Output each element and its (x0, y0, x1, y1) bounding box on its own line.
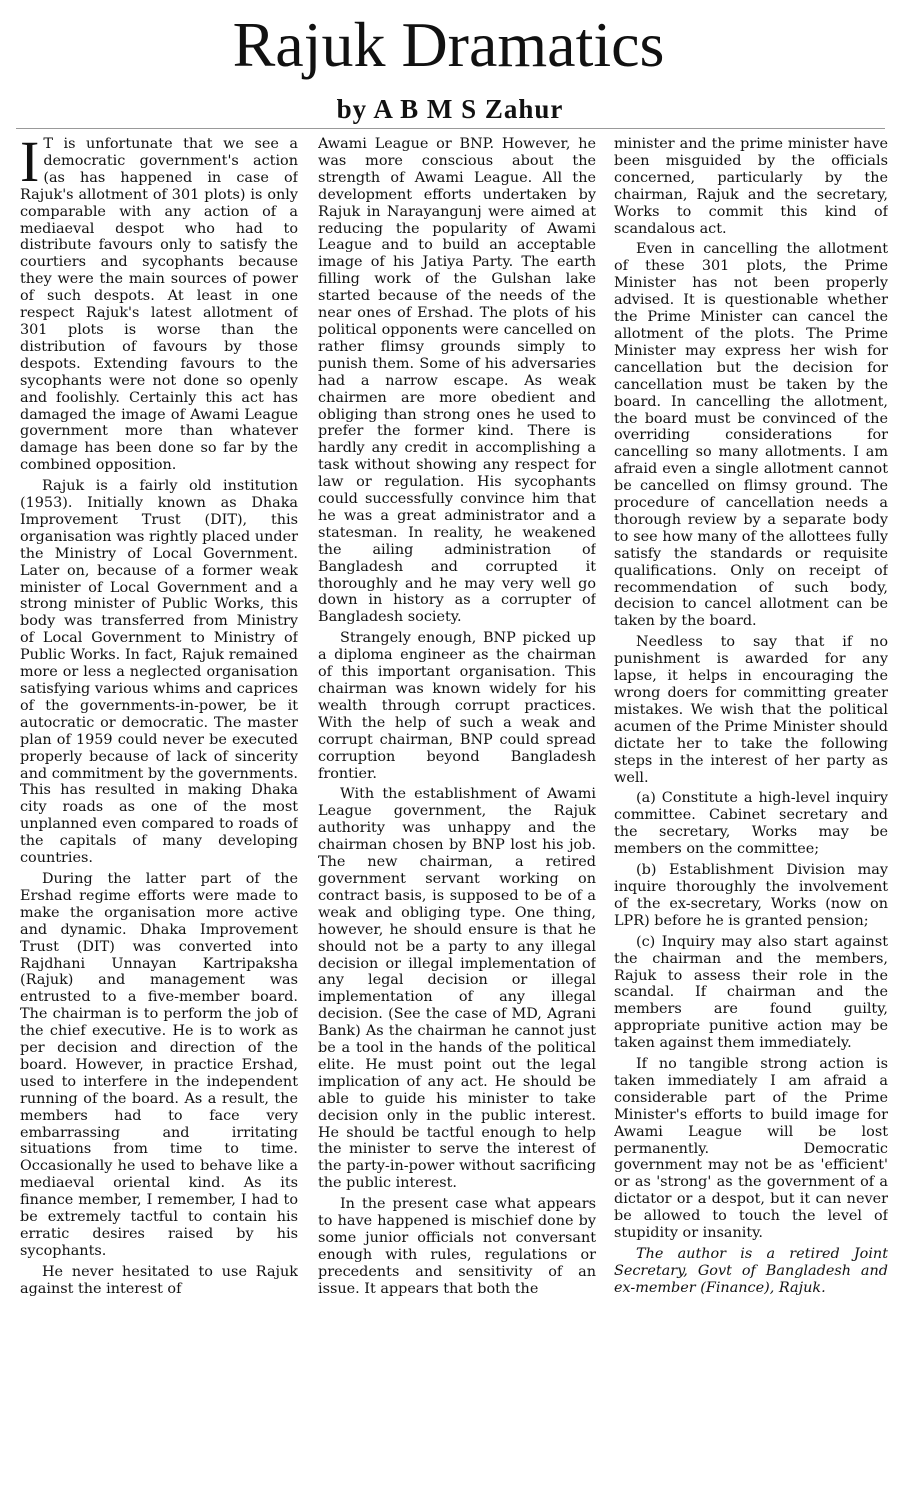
article-column-2 (318, 136, 596, 1496)
paragraph-text: T is unfortunate that we see a democratic government's action (as has happened in case of Rajuk's allotment of 301 plots) is only comparable with any action of a mediaeval despot who had to distribute favours only to satisfy the courtiers and sycophants because they were the main sources of power of such despots. At least in one respect Rajuk's latest allotment of 301 plots is worse than the distribution of favours by those despots. Extending favours to the sycophants were not done so openly and foolishly. Certainly this act has damaged the image of Awami League government more than whatever damage has been done so far by the combined opposition. (20, 136, 298, 474)
paragraph: Needless to say that if no punishment is awarded for any lapse, it helps in encouraging the wrong doers for committing greater mistakes. We wish that the political acumen of the Prime Minister should dictate her to take the following steps in the interest of her party as well. (614, 634, 888, 786)
list-item: (b) Establishment Division may inquire thoroughly the involvement of the ex-secretary, Works (now on LPR) before he is granted pension; (614, 862, 888, 929)
paragraph: Rajuk is a fairly old institution (1953). Initially known as Dhaka Improvement Trust (DIT), this organisation was rightly placed under the Ministry of Local Government. Later on, because of a former weak minister of Local Government and a strong minister of Public Works, this body was transferred from Ministry of Local Government to Ministry of Public Works. In fact, Rajuk remained more or less a neglected organisation satisfying various whims and caprices of the governments-in-power, be it autocratic or democratic. The master plan of 1959 could never be executed properly because of lack of sincerity and commitment by the governments. This has resulted in making Dhaka city roads as one of the most unplanned even compared to roads of the capitals of many developing countries. (20, 478, 298, 867)
paragraph (20, 136, 298, 474)
author-note: The author is a retired Joint Secretary, Govt of Bangladesh and ex-member (Finance), Rajuk. (614, 1246, 888, 1296)
paragraph: minister and the prime minister have been misguided by the officials concerned, particularly by the chairman, Rajuk and the secretary, Works to commit this kind of scandalous act. (614, 136, 888, 237)
title-divider (16, 128, 885, 129)
article-byline: by A B M S Zahur (336, 94, 564, 124)
list-item: (a) Constitute a high-level inquiry committee. Cabinet secretary and the secretary, Works may be members on the committee; (614, 790, 888, 858)
drop-cap: I (20, 136, 40, 194)
list-item: (c) Inquiry may also start against the chairman and the members, Rajuk to assess their role in the scandal. If chairman and the members are found guilty, appropriate punitive action may be taken against them immediately. (614, 933, 888, 1052)
paragraph: With the establishment of Awami League government, the Rajuk authority was unhappy and the chairman chosen by BNP lost his job. The new chairman, a retired government servant working on contract basis, is supposed to be of a weak and obliging type. One thing, however, he should ensure is that he should not be a party to any illegal decision or illegal implementation of any legal decision or illegal implementation of any illegal decision. (See the case of MD, Agrani Bank) As the chairman he cannot just be a tool in the hands of the political elite. He must point out the legal implication of any act. He should be able to guide his minister to take decision only in the public interest. He should be tactful enough to help the minister to serve the interest of the party-in-power without sacrificing the public interest. (318, 786, 596, 1192)
paragraph: In the present case what appears to have happened is mischief done by some junior officials not conversant enough with rules, regulations or precedents and sensitivity of an issue. It appears that both the (318, 1196, 596, 1297)
paragraph: During the latter part of the Ershad regime efforts were made to make the organisation more active and dynamic. Dhaka Improvement Trust (DIT) was converted into Rajdhani Unnayan Kartripaksha (Rajuk) and management was entrusted to a five-member board. The chairman is to perform the job of the chief executive. He is to work as per decision and direction of the board. However, in practice Ershad, used to interfere in the independent running of the board. As a result, the members had to face very embarrassing and irritating situations from time to time. Occasionally he used to behave like a mediaeval oriental kind. As its finance member, I remember, I had to be extremely tactful to contain his erratic desires raised by his sycophants. (20, 870, 298, 1259)
paragraph: If no tangible strong action is taken immediately I am afraid a considerable part of the Prime Minister's efforts to build image for Awami League will be lost permanently. Democratic government may not be as 'efficient' or as 'strong' as the government of a dictator or a despot, but it can never be allowed to touch the level of stupidity or insanity. (614, 1056, 888, 1242)
paragraph: He never hesitated to use Rajuk against the interest of (20, 1263, 298, 1297)
article-title: Rajuk Dramatics (232, 9, 665, 80)
paragraph: Even in cancelling the allotment of these 301 plots, the Prime Minister has not been properly advised. It is questionable whether the Prime Minister can cancel the allotment of the plots. The Prime Minister may express her wish for cancellation but the decision for cancellation must be taken by the board. In cancelling the allotment, the board must be convinced of the overriding considerations for cancelling so many allotments. I am afraid even a single allotment cannot be cancelled on flimsy ground. The procedure of cancellation needs a thorough review by a separate body to see how many of the allottees fully satisfy the standards or requisite qualifications. Only on receipt of recommendation of such body, decision to cancel allotment can be taken by the board. (614, 241, 888, 630)
article-column-3 (614, 136, 888, 1496)
paragraph: Strangely enough, BNP picked up a diploma engineer as the chairman of this important organisation. This chairman was known widely for his wealth through corrupt practices. With the help of such a weak and corrupt chairman, BNP could spread corruption beyond Bangladesh frontier. (318, 630, 596, 782)
article-column-1 (20, 136, 298, 1496)
paragraph: Awami League or BNP. However, he was more conscious about the strength of Awami League. All the development efforts undertaken by Rajuk in Narayangunj were aimed at reducing the popularity of Awami League and to build an acceptable image of his Jatiya Party. The earth filling work of the Gulshan lake started because of the needs of the near ones of Ershad. The plots of his political opponents were cancelled on rather flimsy grounds simply to punish them. Some of his adversaries had a narrow escape. As weak chairmen are more obedient and obliging than strong ones he used to prefer the former kind. There is hardly any credit in accomplishing a task without showing any respect for law or regulation. His sycophants could successfully convince him that he was a great administrator and a statesman. In reality, he weakened the ailing administration of Bangladesh and corrupted it thoroughly and he may very well go down in history as a corrupter of Bangladesh society. (318, 136, 596, 626)
